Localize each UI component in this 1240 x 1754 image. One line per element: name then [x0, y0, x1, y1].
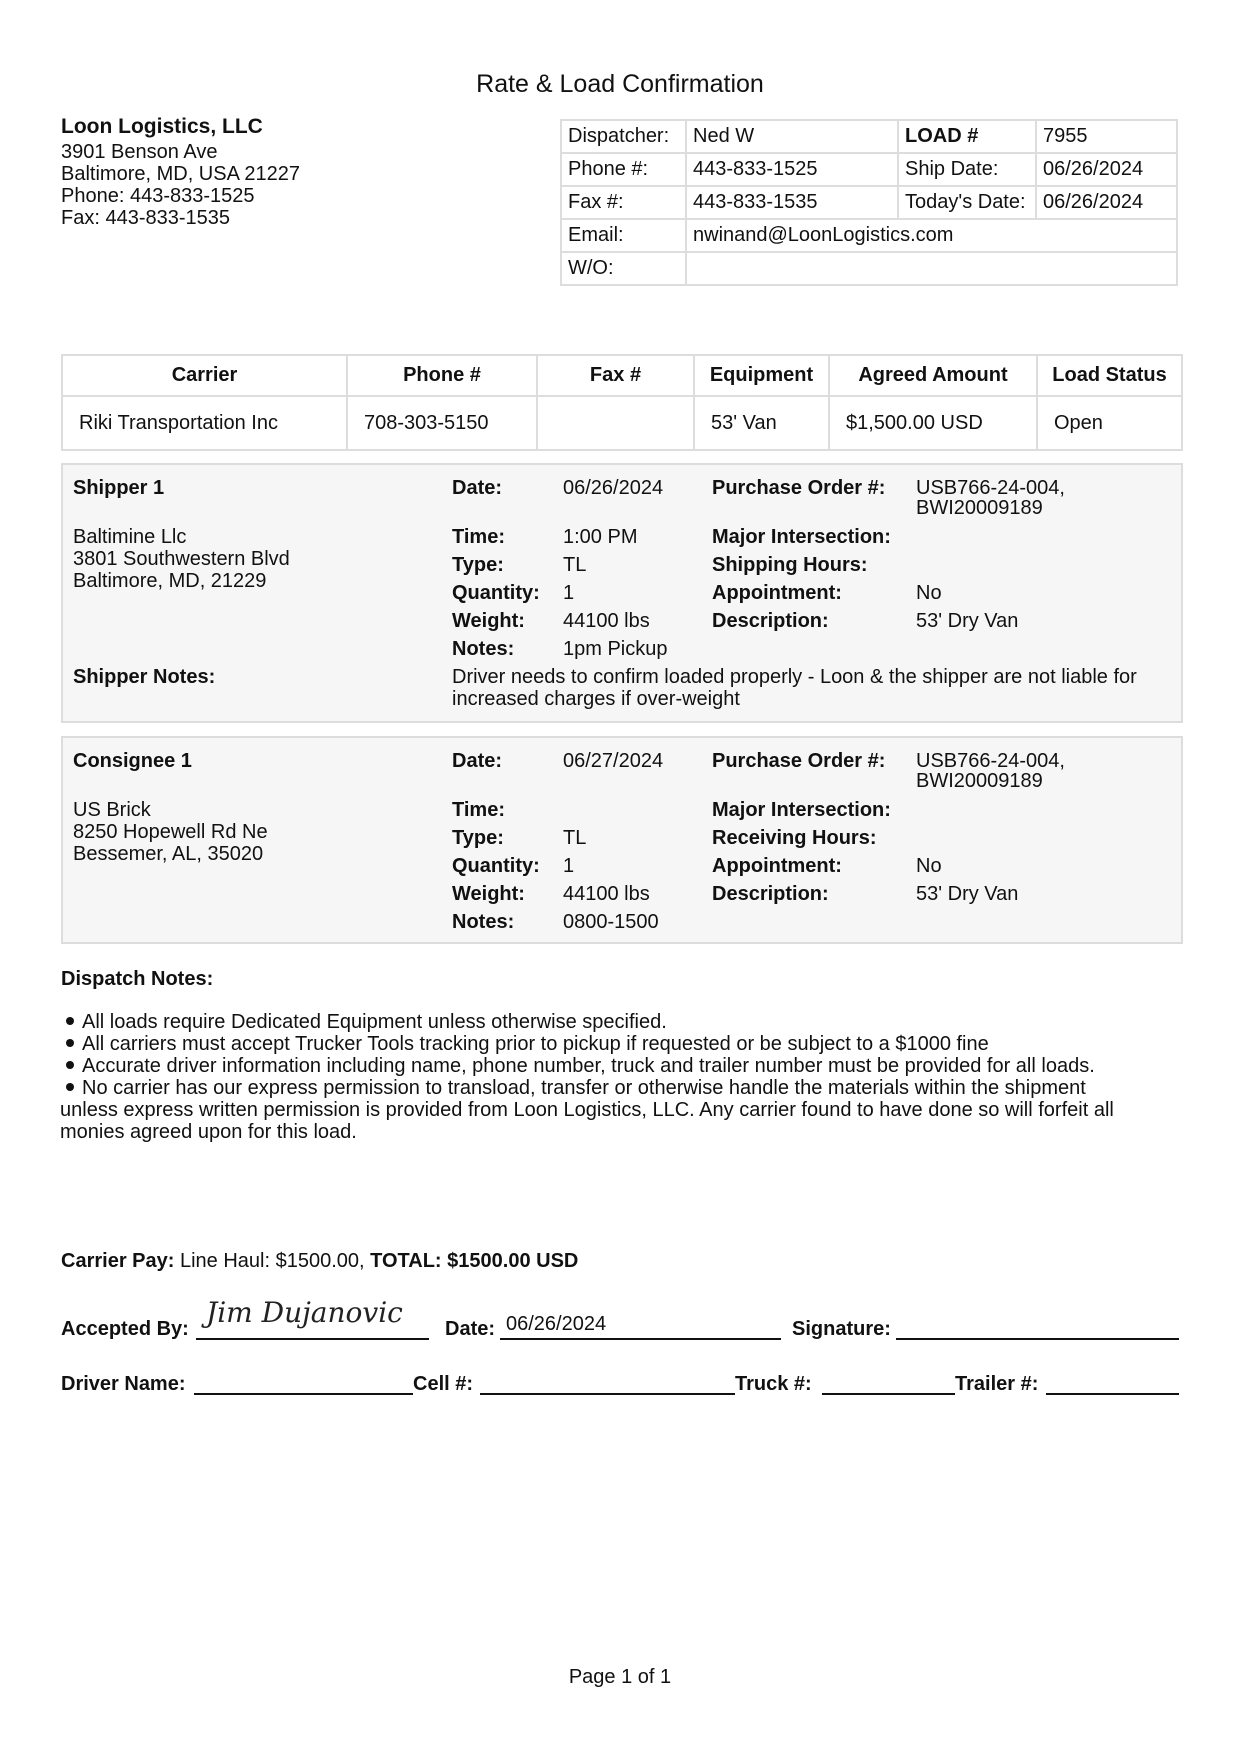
equipment-cell: 53' Van: [694, 396, 829, 450]
consignee-heading: Consignee 1: [73, 750, 192, 772]
consignee-time-label: Time:: [452, 799, 505, 821]
driver-name-label: Driver Name:: [61, 1373, 186, 1395]
email-value: nwinand@LoonLogistics.com: [686, 219, 1177, 252]
shipper-notes-line1: Driver needs to confirm loaded properly - Loon & the shipper are not liable for: [452, 666, 1137, 688]
consignee-weight-label: Weight:: [452, 883, 525, 905]
company-address-line1: 3901 Benson Ave: [61, 141, 218, 163]
agreed-amount-cell: $1,500.00 USD: [829, 396, 1037, 450]
consignee-notes-label: Notes:: [452, 911, 515, 933]
consignee-address-line2: Bessemer, AL, 35020: [73, 843, 264, 865]
accepted-by-label: Accepted By:: [61, 1318, 189, 1340]
dispatcher-value: Ned W: [686, 120, 898, 153]
fax-label: Fax #:: [561, 186, 686, 219]
consignee-name: US Brick: [73, 799, 151, 821]
shipper-time-value: 1:00 PM: [563, 526, 638, 548]
total-value: TOTAL: $1500.00 USD: [370, 1250, 579, 1272]
carrier-phone-cell: 708-303-5150: [347, 396, 537, 450]
consignee-type-label: Type:: [452, 827, 504, 849]
dispatch-note-continuation-line1: unless express written permission is provided from Loon Logistics, LLC. Any carrier found to have done so will forfeit all: [60, 1099, 1114, 1121]
shipper-time-label: Time:: [452, 526, 505, 548]
table-row: [62, 396, 1182, 450]
truck-field[interactable]: [822, 1393, 955, 1395]
shipper-heading: Shipper 1: [73, 477, 165, 499]
company-address-line2: Baltimore, MD, USA 21227: [61, 163, 300, 185]
company-block: [61, 116, 300, 229]
page-number: Page 1 of 1: [568, 1666, 672, 1688]
company-phone: Phone: 443-833-1525: [61, 185, 255, 207]
list-item: [66, 1077, 1171, 1099]
carrier-fax-cell: [537, 396, 694, 450]
carrier-header: Carrier: [62, 355, 347, 396]
wo-label: W/O:: [561, 252, 686, 285]
shipper-notes-line2: increased charges if over-weight: [452, 688, 740, 710]
list-item: [66, 1011, 1171, 1033]
carrier-table: [61, 354, 1183, 451]
shipper-notes-heading: Shipper Notes:: [73, 666, 216, 688]
shipper-description-value: 53' Dry Van: [916, 610, 1019, 632]
accepted-by-field[interactable]: [196, 1338, 429, 1340]
shipper-name: Baltimine Llc: [73, 526, 187, 548]
load-info-table: [560, 119, 1178, 286]
email-label: Email:: [561, 219, 686, 252]
consignee-address-line1: 8250 Hopewell Rd Ne: [73, 821, 268, 843]
shipper-intersection-label: Major Intersection:: [712, 526, 891, 548]
consignee-section: [61, 736, 1183, 944]
shipper-date-value: 06/26/2024: [563, 477, 664, 499]
dispatcher-label: Dispatcher:: [561, 120, 686, 153]
carrier-pay-label: Carrier Pay:: [61, 1250, 175, 1272]
shipper-weight-label: Weight:: [452, 610, 525, 632]
shipper-address-line2: Baltimore, MD, 21229: [73, 570, 267, 592]
company-fax: Fax: 443-833-1535: [61, 207, 231, 229]
phone-value: 443-833-1525: [686, 153, 898, 186]
shipper-quantity-value: 1: [563, 582, 575, 604]
consignee-quantity-label: Quantity:: [452, 855, 540, 877]
load-status-header: Load Status: [1037, 355, 1182, 396]
shipper-date-label: Date:: [452, 477, 503, 499]
trailer-field[interactable]: [1046, 1393, 1179, 1395]
shipper-quantity-label: Quantity:: [452, 582, 540, 604]
dispatch-note-text: All carriers must accept Trucker Tools tracking prior to pickup if requested or be subject to a $1000 fine: [82, 1033, 989, 1055]
phone-label: Phone #:: [561, 153, 686, 186]
consignee-intersection-label: Major Intersection:: [712, 799, 891, 821]
company-name: Loon Logistics, LLC: [61, 115, 263, 138]
dispatch-notes-heading: Dispatch Notes:: [61, 968, 214, 990]
signature-label: Signature:: [792, 1318, 891, 1340]
shipper-section: [61, 463, 1183, 723]
consignee-po-line2: BWI20009189: [916, 770, 1043, 792]
date-label: Date:: [445, 1318, 496, 1340]
consignee-weight-value: 44100 lbs: [563, 883, 650, 905]
cell-label: Cell #:: [413, 1373, 474, 1395]
fax-header: Fax #: [537, 355, 694, 396]
load-status-cell: Open: [1037, 396, 1182, 450]
cell-field[interactable]: [480, 1393, 735, 1395]
dispatch-note-text: Accurate driver information including name, phone number, truck and trailer number must be provided for all loads.: [82, 1055, 1095, 1077]
date-field[interactable]: [500, 1338, 781, 1340]
consignee-date-label: Date:: [452, 750, 503, 772]
shipper-weight-value: 44100 lbs: [563, 610, 650, 632]
dispatch-note-text: All loads require Dedicated Equipment unless otherwise specified.: [82, 1011, 667, 1033]
carrier-name-cell: Riki Transportation Inc: [62, 396, 347, 450]
load-number-value: 7955: [1036, 120, 1177, 153]
consignee-type-value: TL: [563, 827, 587, 849]
dispatch-note-text: No carrier has our express permission to transload, transfer or otherwise handle the materials within the shipment: [82, 1077, 1086, 1099]
dispatch-notes-list: [60, 1011, 1171, 1143]
consignee-po-line1: USB766-24-004,: [916, 750, 1065, 772]
line-haul-value: Line Haul: $1500.00,: [179, 1250, 365, 1272]
shipper-description-label: Description:: [712, 610, 829, 632]
wo-value: [686, 252, 1177, 285]
equipment-header: Equipment: [694, 355, 829, 396]
shipper-po-line2: BWI20009189: [916, 497, 1043, 519]
list-item: [66, 1033, 1171, 1055]
driver-name-field[interactable]: [194, 1393, 413, 1395]
date-value: 06/26/2024: [506, 1313, 607, 1335]
ship-date-value: 06/26/2024: [1036, 153, 1177, 186]
fax-value: 443-833-1535: [686, 186, 898, 219]
shipper-notes-label: Notes:: [452, 638, 515, 660]
dispatch-note-continuation-line2: monies agreed upon for this load.: [60, 1121, 357, 1143]
ship-date-label: Ship Date:: [898, 153, 1036, 186]
consignee-appointment-value: No: [916, 855, 942, 877]
list-item: [66, 1055, 1171, 1077]
consignee-description-value: 53' Dry Van: [916, 883, 1019, 905]
shipper-hours-label: Shipping Hours:: [712, 554, 868, 576]
consignee-quantity-value: 1: [563, 855, 575, 877]
trailer-label: Trailer #:: [955, 1373, 1039, 1395]
accepted-by-signature: Jim Dujanovic: [206, 1296, 403, 1329]
shipper-appointment-label: Appointment:: [712, 582, 842, 604]
bullet-icon: [66, 1017, 74, 1025]
document-title: Rate & Load Confirmation: [476, 70, 764, 98]
load-number-label: LOAD #: [898, 120, 1036, 153]
shipper-type-label: Type:: [452, 554, 504, 576]
signature-field[interactable]: [896, 1338, 1179, 1340]
todays-date-value: 06/26/2024: [1036, 186, 1177, 219]
phone-header: Phone #: [347, 355, 537, 396]
consignee-appointment-label: Appointment:: [712, 855, 842, 877]
truck-label: Truck #:: [735, 1373, 812, 1395]
shipper-appointment-value: No: [916, 582, 942, 604]
bullet-icon: [66, 1039, 74, 1047]
shipper-type-value: TL: [563, 554, 587, 576]
bullet-icon: [66, 1061, 74, 1069]
shipper-po-label: Purchase Order #:: [712, 477, 886, 499]
shipper-notes-value: 1pm Pickup: [563, 638, 668, 660]
consignee-notes-value: 0800-1500: [563, 911, 659, 933]
agreed-amount-header: Agreed Amount: [829, 355, 1037, 396]
shipper-address-line1: 3801 Southwestern Blvd: [73, 548, 290, 570]
todays-date-label: Today's Date:: [898, 186, 1036, 219]
consignee-po-label: Purchase Order #:: [712, 750, 886, 772]
consignee-date-value: 06/27/2024: [563, 750, 664, 772]
shipper-po-line1: USB766-24-004,: [916, 477, 1065, 499]
carrier-pay: [61, 1250, 578, 1273]
consignee-hours-label: Receiving Hours:: [712, 827, 877, 849]
consignee-description-label: Description:: [712, 883, 829, 905]
bullet-icon: [66, 1083, 74, 1091]
